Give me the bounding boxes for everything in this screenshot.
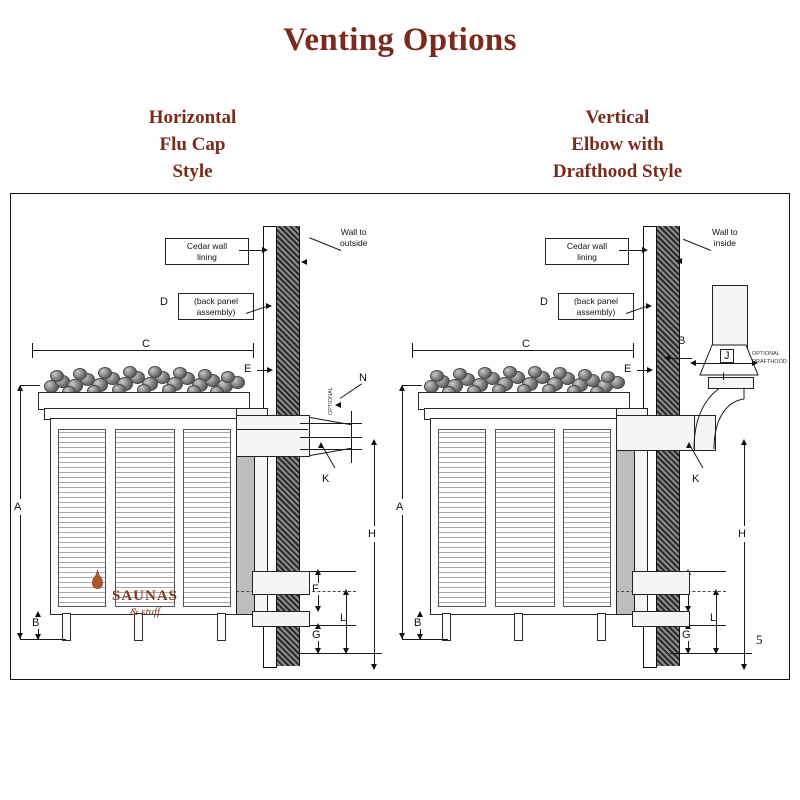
- dim-l-line-left: [346, 591, 347, 653]
- column-title-vertical-line3: Drafthood Style: [552, 160, 683, 182]
- page-title: Venting Options: [283, 22, 517, 58]
- leader-wall-inside: [683, 239, 711, 251]
- leader-cedar-right-arrow: [642, 247, 648, 253]
- dim-a-ext-bottom-left: [20, 639, 66, 640]
- heater-leg-3-left: [217, 613, 226, 641]
- leader-back-panel-right-arrow: [646, 303, 652, 309]
- ref-line-bottom-left: [300, 653, 382, 654]
- dim-a-right: A: [396, 501, 404, 513]
- horizontal-flue-divider-left: [236, 429, 308, 430]
- dim-b-top-right: B: [678, 335, 686, 347]
- callout-back-panel-right: (back panel assembly): [558, 293, 634, 320]
- leader-wall-inside-arrow: [676, 258, 682, 264]
- leader-n-arrow-left: [335, 402, 341, 408]
- dim-c-tick-end-left: [253, 343, 254, 358]
- dim-k-right: K: [692, 473, 700, 485]
- tiny-note-right: OPTIONAL: [752, 351, 780, 357]
- watermark-name: SAUNAS: [111, 588, 178, 604]
- dim-b-left: B: [32, 617, 40, 629]
- dim-a-left: A: [14, 501, 22, 513]
- dim-b-right: B: [414, 617, 422, 629]
- leader-wall-outside-arrow: [301, 259, 307, 265]
- dim-i-right: I: [722, 371, 726, 383]
- leader-cedar-left-arrow: [262, 247, 268, 253]
- column-title-horizontal-line3: Style: [172, 160, 213, 182]
- dim-c-tick-start-left: [32, 343, 33, 358]
- elbow-horizontal-run-right: [616, 415, 696, 451]
- lower-flue-box2-left: [252, 611, 310, 627]
- tiny-note-left: OPTIONAL: [328, 387, 334, 415]
- dim-k-left: K: [322, 473, 330, 485]
- dim-c-line-right: [412, 350, 634, 351]
- heater-leg-3-right: [597, 613, 606, 641]
- dim-d-right: D: [540, 296, 548, 308]
- dim-h-line-right: [744, 441, 745, 669]
- dim-d-left: D: [160, 296, 168, 308]
- lower-flue-box-left: [252, 571, 310, 595]
- dim-c-right: C: [518, 338, 534, 350]
- leader-n-left: [340, 384, 362, 399]
- dim-i-line-right: [692, 363, 754, 364]
- flue-cap-top-left: [310, 417, 352, 425]
- dim-c-line-left: [32, 350, 254, 351]
- callout-wall-to-outside: Wall to outside: [340, 227, 368, 248]
- dim-f-left: F: [312, 583, 319, 595]
- flue-dim-line-1-left: [300, 423, 362, 424]
- dim-g-right: G: [682, 629, 691, 641]
- dim-h-line-left: [374, 441, 375, 669]
- dim-c-tick-end-right: [633, 343, 634, 358]
- dim-b-arrow-bottom-right: [417, 634, 423, 640]
- callout-back-panel-left: (back panel assembly): [178, 293, 254, 320]
- dim-e-left: E: [244, 363, 252, 375]
- callout-cedar-wall-lining-right: Cedar wall lining: [545, 238, 629, 265]
- dim-b-top-arrow-right: [664, 355, 670, 361]
- dim-h-arrow-bottom-left: [371, 664, 377, 670]
- dim-i-arrow-left-right: [690, 360, 696, 366]
- dim-b-arrow-bottom-left: [35, 634, 41, 640]
- dim-e-right: E: [624, 363, 632, 375]
- dim-l-right: L: [710, 612, 717, 624]
- dim-a-ext-top-right: [402, 385, 422, 386]
- leader-cedar-right: [619, 250, 643, 251]
- dim-f-arrow-top-left: [315, 569, 321, 575]
- dim-l-arrow-top-right: [713, 589, 719, 595]
- lower-flue-box2-right: [632, 611, 690, 627]
- heater-leg-2-right: [514, 613, 523, 641]
- callout-wall-to-inside: Wall to inside: [712, 227, 738, 248]
- ref-line-bottom-right: [670, 653, 752, 654]
- dim-h-right: H: [738, 528, 746, 540]
- drafthood-collar-right: [708, 377, 754, 389]
- diagram-horizontal-flu-cap: [10, 193, 400, 680]
- dim-a-ext-top-left: [20, 385, 40, 386]
- dim-c-tick-start-right: [412, 343, 413, 358]
- leader-cedar-left: [239, 250, 263, 251]
- dim-h-arrow-top-right: [741, 439, 747, 445]
- dim-e-arrow-right: [647, 367, 653, 373]
- drafthood-stack-right: [712, 285, 748, 349]
- lower-flue-box-right: [632, 571, 690, 595]
- dim-j-right: J: [720, 349, 734, 363]
- leader-wall-outside: [309, 237, 341, 251]
- leader-back-panel-left-arrow: [266, 303, 272, 309]
- dim-h-arrow-bottom-right: [741, 664, 747, 670]
- column-title-horizontal-line1: Horizontal: [148, 107, 237, 128]
- watermark-subtitle: & stuff: [129, 606, 161, 618]
- heater-leg-1-left: [62, 613, 71, 641]
- dim-l-line-right: [716, 591, 717, 653]
- heater-louvers-panel-1-right: [438, 429, 486, 607]
- flue-dim-line-3-left: [300, 449, 362, 450]
- dim-a-ext-bottom-right: [402, 639, 448, 640]
- column-title-horizontal: [75, 105, 310, 186]
- dim-g-left: G: [312, 629, 321, 641]
- flue-dim-line-2-left: [300, 437, 362, 438]
- dim-h-arrow-top-left: [371, 439, 377, 445]
- droplet-icon: [92, 575, 103, 589]
- tiny-note-2-right: DRAFTHOOD: [752, 359, 787, 365]
- leader-k-arrow-right: [686, 442, 692, 448]
- heater-louvers-panel-3-left: [183, 429, 231, 607]
- column-title-vertical-line1: Vertical: [585, 107, 650, 128]
- horizontal-flue-left: [236, 415, 310, 457]
- column-title-vertical-line2: Elbow with: [571, 133, 664, 155]
- column-title-vertical: [495, 105, 740, 186]
- heater-louvers-panel-2-left: [115, 429, 175, 607]
- dim-e-arrow-left: [267, 367, 273, 373]
- heater-louvers-panel-2-right: [495, 429, 555, 607]
- dim-h-left: H: [368, 528, 376, 540]
- leader-k-arrow-left: [318, 442, 324, 448]
- heater-louvers-panel-3-right: [563, 429, 611, 607]
- dim-l-left: L: [340, 612, 347, 624]
- column-title-horizontal-line2: Flu Cap: [159, 133, 226, 155]
- diagram-vertical-elbow-drafthood: [396, 193, 790, 680]
- watermark: [80, 588, 210, 618]
- dim-l-arrow-top-left: [343, 589, 349, 595]
- dim-n-left: N: [359, 372, 367, 384]
- callout-cedar-wall-lining-left: Cedar wall lining: [165, 238, 249, 265]
- dim-c-left: C: [138, 338, 154, 350]
- dim-f-arrow-bottom-left: [315, 606, 321, 612]
- page-number: 5: [756, 632, 763, 647]
- heater-leg-1-right: [442, 613, 451, 641]
